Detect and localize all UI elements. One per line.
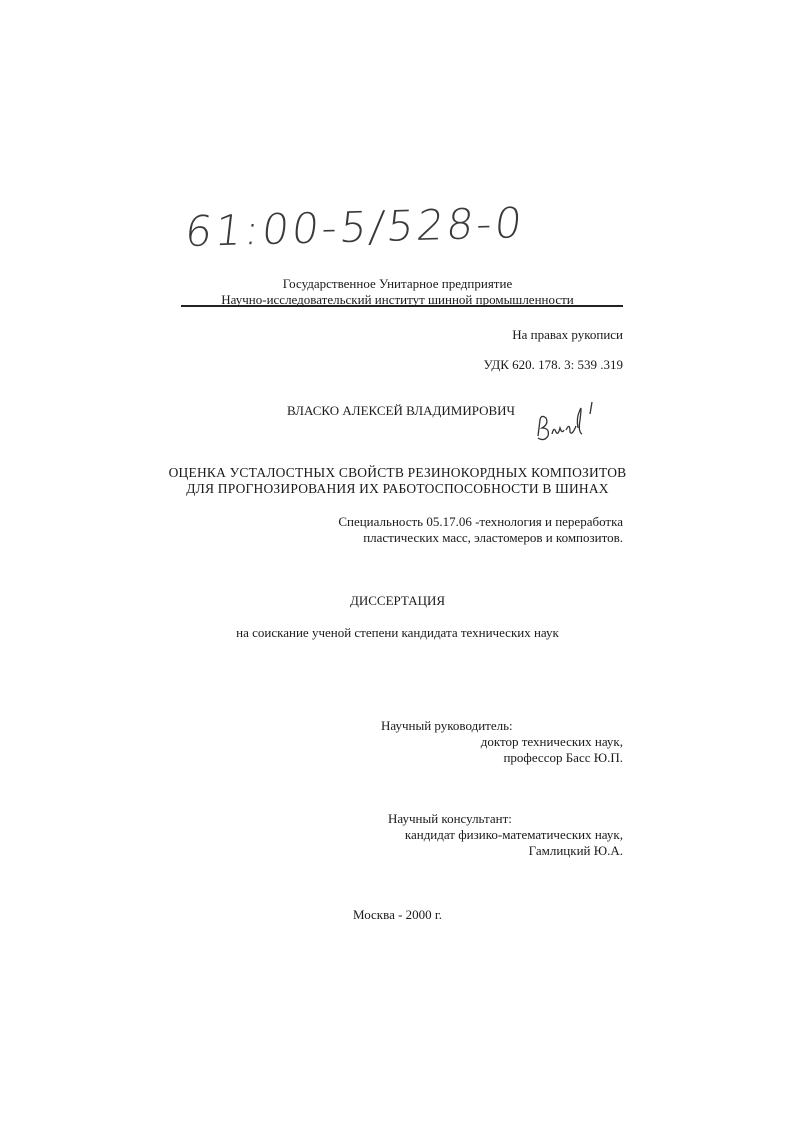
supervisor-label: Научный руководитель: [381,718,513,733]
header-divider [181,305,623,307]
degree-statement: на соискание ученой степени кандидата технических наук [236,625,559,640]
organization-line-2: Научно-исследовательский институт шинной промышленности [221,292,574,307]
supervisor-degree: доктор технических наук, [480,734,623,749]
title-line-2: ДЛЯ ПРОГНОЗИРОВАНИЯ ИХ РАБОТОСПОСОБНОСТИ В ШИНАХ [186,481,609,496]
rights-note: На правах рукописи [512,327,623,342]
consultant-degree: кандидат физико-математических наук, [404,827,623,842]
title-line-1: ОЦЕНКА УСТАЛОСТНЫХ СВОЙСТВ РЕЗИНОКОРДНЫХ КОМПОЗИТОВ [168,465,627,480]
author-name: ВЛАСКО АЛЕКСЕЙ ВЛАДИМИРОВИЧ [287,403,516,418]
archive-code-handwritten: 61:00-5/528-0 [182,198,528,256]
consultant-label: Научный консультант: [388,811,512,826]
place-and-year: Москва - 2000 г. [352,907,443,922]
specialty-line-2: пластических масс, эластомеров и композитов. [363,530,623,545]
specialty-line-1: Специальность 05.17.06 -технология и переработка [338,514,623,529]
consultant-name: Гамлицкий Ю.А. [528,843,623,858]
author-signature [532,398,602,448]
udk-code: УДК 620. 178. 3: 539 .319 [483,357,623,372]
supervisor-name: профессор Басс Ю.П. [503,750,623,765]
organization-line-1: Государственное Унитарное предприятие [282,276,513,291]
document-type: ДИССЕРТАЦИЯ [349,593,446,608]
